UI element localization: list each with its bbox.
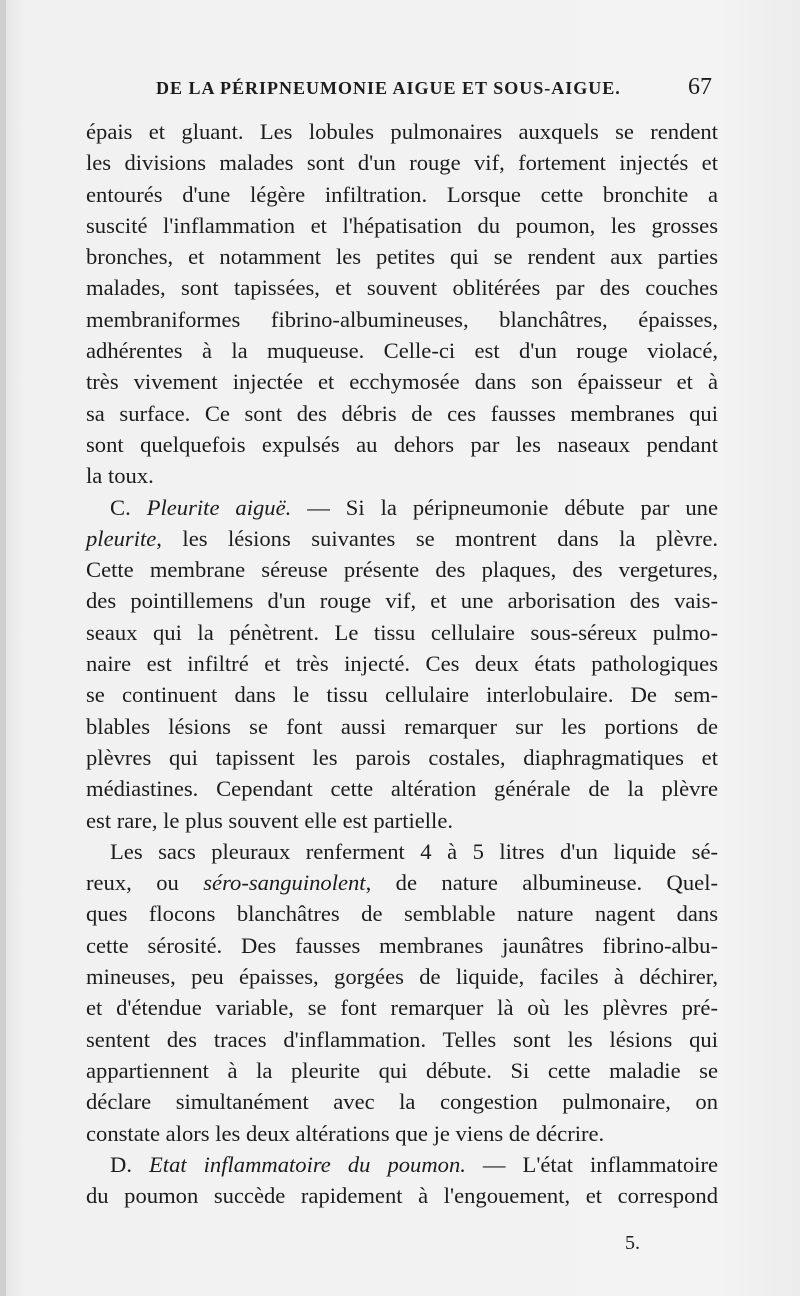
line-text: cette sérosité. Des fausses membranes jaunâtres fibrino-albu- xyxy=(86,932,718,958)
text-line xyxy=(86,366,718,397)
text-line xyxy=(86,617,718,648)
signature-mark: 5. xyxy=(625,1232,640,1254)
text-line xyxy=(86,241,718,272)
line-text: la toux. xyxy=(86,463,154,489)
text-line xyxy=(86,147,718,178)
line-prefix: D. xyxy=(110,1151,149,1177)
text-line xyxy=(86,930,718,961)
line-text: entourés d'une légère infiltration. Lorsque cette bronchite a xyxy=(86,181,718,207)
line-text: des pointillemens d'un rouge vif, et une arborisation des vais- xyxy=(86,588,718,614)
page-header xyxy=(156,74,716,104)
line-text: ques flocons blanchâtres de semblable nature nagent dans xyxy=(86,901,718,927)
text-line xyxy=(86,179,718,210)
text-line xyxy=(86,304,718,335)
line-text: et d'étendue variable, se font remarquer là où les plèvres pré- xyxy=(86,995,718,1021)
line-text: , les lésions suivantes se montrent dans la plèvre. xyxy=(156,525,718,551)
line-text: membraniformes fibrino-albumineuses, blanchâtres, épaisses, xyxy=(86,306,718,332)
italic-term: Pleurite aiguë. xyxy=(146,494,292,520)
text-line xyxy=(86,398,718,429)
line-prefix: reux, ou xyxy=(86,870,204,896)
text-line xyxy=(86,1149,718,1180)
italic-term: séro-sanguinolent xyxy=(203,870,366,896)
italic-term: pleurite xyxy=(86,525,157,551)
line-text: seaux qui la pénètrent. Le tissu cellulaire sous-séreux pulmo- xyxy=(86,619,718,645)
line-text: épais et gluant. Les lobules pulmonaires auxquels se rendent xyxy=(86,119,718,144)
text-line xyxy=(86,523,718,554)
text-line xyxy=(86,1180,718,1211)
line-text: — L'état inflammatoire xyxy=(465,1151,718,1177)
text-line xyxy=(86,585,718,616)
line-text: appartiennent à la pleurite qui débute. Si cette maladie se xyxy=(86,1057,718,1083)
text-line xyxy=(86,836,718,867)
line-text: Les sacs pleuraux renferment 4 à 5 litres d'un liquide sé- xyxy=(110,838,718,864)
text-line xyxy=(86,898,718,929)
line-text: — Si la péripneumonie débute par une xyxy=(291,494,718,520)
text-line xyxy=(86,742,718,773)
text-line xyxy=(86,460,718,491)
line-text: se continuent dans le tissu cellulaire interlobulaire. De sem- xyxy=(86,682,718,708)
text-line xyxy=(86,210,718,241)
text-line xyxy=(86,867,718,898)
body-text xyxy=(86,116,718,1211)
line-text: déclare simultanément avec la congestion pulmonaire, on xyxy=(86,1089,718,1115)
text-line xyxy=(86,116,718,147)
line-prefix: C. xyxy=(110,494,147,520)
line-text: bronches, et notamment les petites qui se rendent aux parties xyxy=(86,244,718,270)
line-text: sont quelquefois expulsés au dehors par les naseaux pendant xyxy=(86,431,718,457)
line-text: mineuses, peu épaisses, gorgées de liquide, faciles à déchirer, xyxy=(86,964,718,990)
text-line xyxy=(86,1086,718,1117)
line-text: naire est infiltré et très injecté. Ces deux états pathologiques xyxy=(86,651,718,677)
text-line xyxy=(86,648,718,679)
line-text: très vivement injectée et ecchymosée dans son épaisseur et à xyxy=(86,369,718,395)
line-text: blables lésions se font aussi remarquer sur les portions de xyxy=(86,713,718,739)
text-line xyxy=(86,272,718,303)
line-text: plèvres qui tapissent les parois costales, diaphragmatiques et xyxy=(86,744,718,770)
text-line xyxy=(86,1055,718,1086)
italic-term: Etat inflammatoire du poumon. xyxy=(148,1151,466,1177)
line-text: du poumon succède rapidement à l'engouement, et correspond xyxy=(86,1183,718,1209)
line-text: adhérentes à la muqueuse. Celle-ci est d'un rouge violacé, xyxy=(86,338,718,364)
text-line xyxy=(86,335,718,366)
line-text: malades, sont tapissées, et souvent oblitérées par des couches xyxy=(86,275,718,301)
text-line xyxy=(86,679,718,710)
line-text: sentent des traces d'inflammation. Telles sont les lésions qui xyxy=(86,1026,718,1052)
text-line xyxy=(86,1024,718,1055)
text-line xyxy=(86,992,718,1023)
line-text: , de nature albumineuse. Quel- xyxy=(365,870,718,896)
text-line xyxy=(86,554,718,585)
line-text: suscité l'inflammation et l'hépatisation du poumon, les grosses xyxy=(86,212,718,238)
running-head: DE LA PÉRIPNEUMONIE AIGUE ET SOUS-AIGUE. xyxy=(156,78,621,98)
line-text: est rare, le plus souvent elle est partielle. xyxy=(86,807,454,833)
text-line xyxy=(86,492,718,523)
line-text: sa surface. Ce sont des débris de ces fausses membranes qui xyxy=(86,400,718,426)
line-text: les divisions malades sont d'un rouge vif, fortement injectés et xyxy=(86,150,718,176)
line-text: constate alors les deux altérations que je viens de décrire. xyxy=(86,1120,605,1146)
page-number: 67 xyxy=(688,74,712,100)
line-text: médiastines. Cependant cette altération générale de la plèvre xyxy=(86,776,718,802)
text-line xyxy=(86,1118,718,1149)
text-line xyxy=(86,429,718,460)
text-line xyxy=(86,773,718,804)
line-text: Cette membrane séreuse présente des plaques, des vergetures, xyxy=(86,557,718,583)
text-line xyxy=(86,961,718,992)
text-line xyxy=(86,805,718,836)
text-line xyxy=(86,711,718,742)
